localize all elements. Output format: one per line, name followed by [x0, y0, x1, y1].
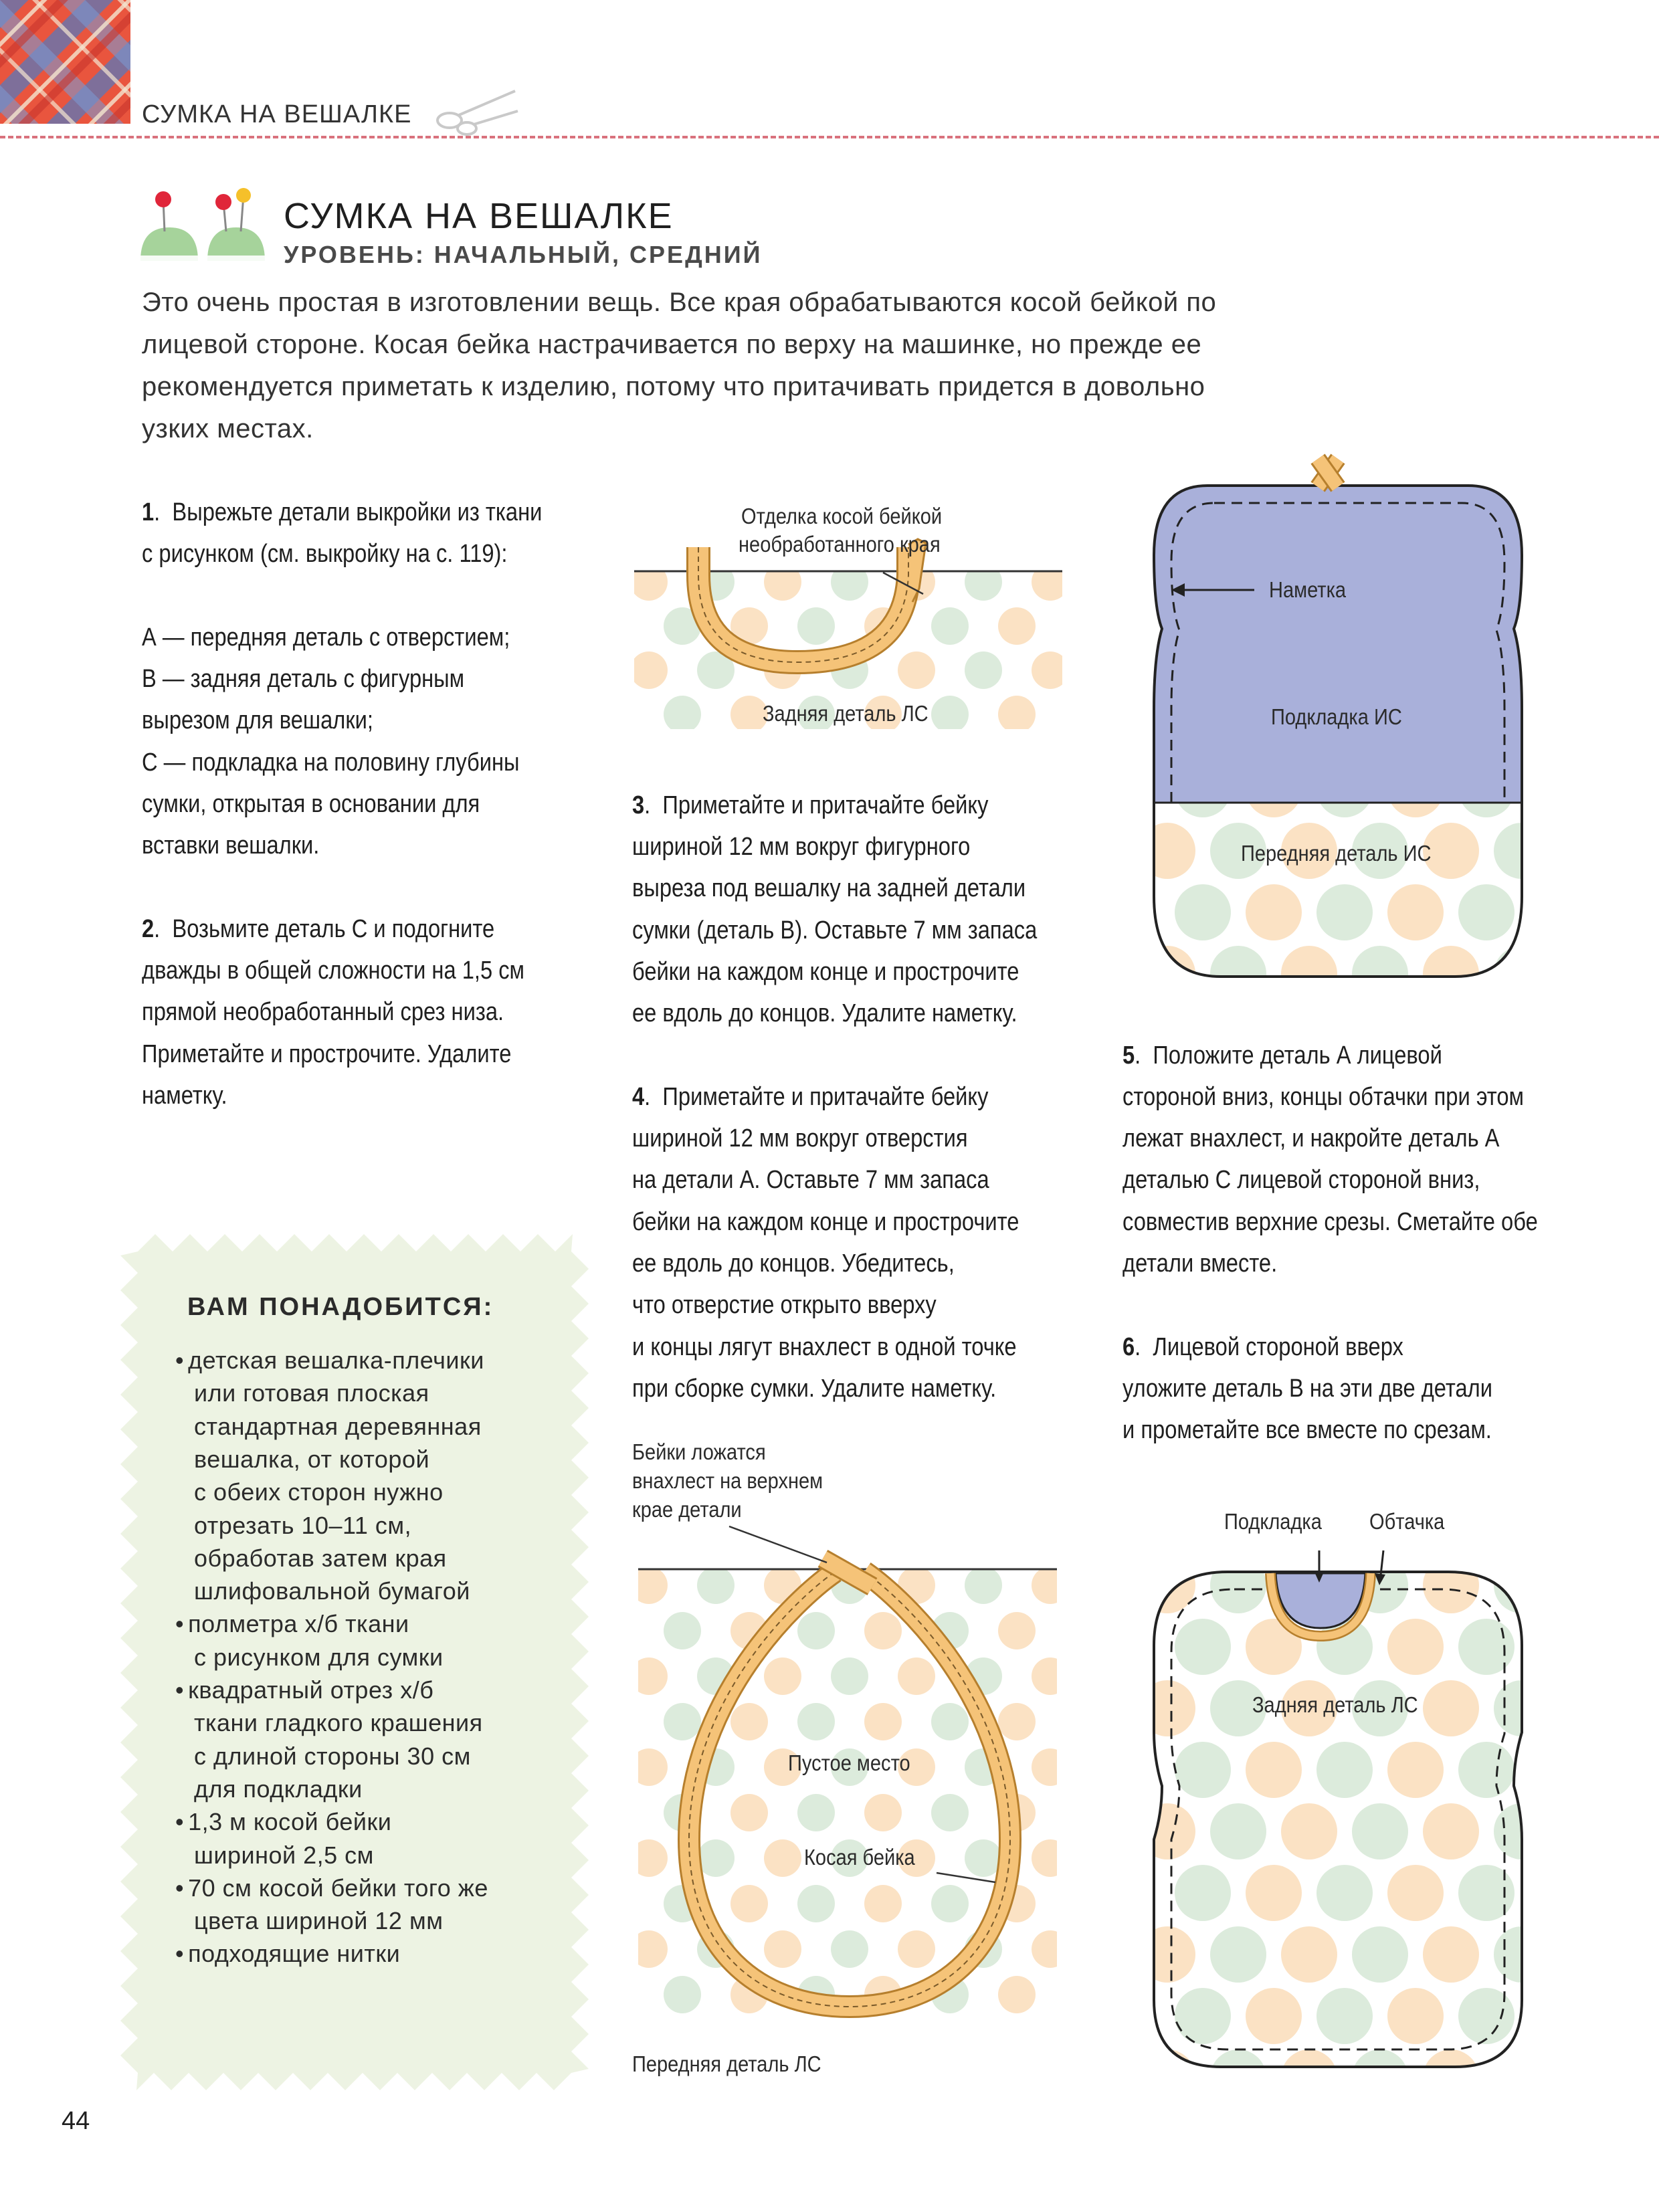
step-2-line: наметку. [142, 1082, 227, 1110]
polka-dot [697, 1567, 735, 1604]
polka-dot [797, 1703, 835, 1740]
polka-dot [965, 563, 1002, 601]
step-3-line: сумки (деталь В). Оставьте 7 мм запаса [632, 916, 1038, 944]
intro-line: рекомендуется приметать к изделию, потому что притачивать придется в довольно [142, 372, 1205, 401]
step-4-line: 4. Приметайте и притачайте бейку [632, 1083, 989, 1111]
polka-dot [1316, 1742, 1373, 1798]
fig3-label-front: Передняя деталь ИС [1241, 841, 1432, 866]
polka-dot [797, 1612, 835, 1649]
polka-dot [931, 1885, 969, 1922]
step-2-line: дважды в общей сложности на 1,5 см [142, 957, 525, 985]
polka-dot [1210, 1803, 1266, 1859]
polka-dot [1139, 1680, 1195, 1736]
fig1-label-top: необработанного края [739, 532, 941, 557]
polka-dot [864, 1794, 902, 1831]
polka-dot [898, 1930, 935, 1968]
polka-dot [1246, 884, 1302, 940]
step-4-line: на детали А. Оставьте 7 мм запаса [632, 1166, 989, 1194]
polka-dot [931, 1703, 969, 1740]
polka-dot [1352, 946, 1408, 1002]
supplies-item-line: для подкладки [194, 1775, 363, 1803]
bullet-icon: • [175, 1610, 185, 1638]
polka-dot [965, 651, 1002, 689]
polka-dot [1032, 1657, 1069, 1695]
polka-dot [1281, 1926, 1337, 1983]
step-number: 4 [632, 1083, 645, 1111]
supplies-item-line: с рисунком для сумки [194, 1643, 444, 1671]
polka-dot [730, 1794, 768, 1831]
polka-dot [630, 563, 668, 601]
polka-dot [1352, 2049, 1408, 2106]
polka-dot [1458, 1619, 1515, 1675]
polka-dot [630, 1657, 668, 1695]
polka-dot [1387, 1619, 1444, 1675]
plaid-fabric-swatch [0, 0, 130, 124]
polka-dot [931, 1794, 969, 1831]
polka-dot [1032, 1930, 1069, 1968]
polka-dot [764, 1930, 801, 1968]
polka-dot [898, 1657, 935, 1695]
intro-line: лицевой стороне. Косая бейка настрачивается по верху на машинке, но прежде ее [142, 330, 1202, 359]
supplies-item-line: стандартная деревянная [194, 1412, 482, 1440]
polka-dot [1423, 823, 1479, 879]
polka-dot [1387, 1988, 1444, 2044]
step-4-line: и концы лягут внахлест в одной точке [632, 1333, 1017, 1361]
polka-dot [1352, 1803, 1408, 1859]
polka-dot [998, 1976, 1036, 2013]
supplies-item-line: обработав затем края [194, 1544, 447, 1572]
polka-dot [664, 1612, 701, 1649]
polka-dot [630, 1748, 668, 1786]
polka-dot [1032, 1567, 1069, 1604]
supplies-item-line: вешалка, от которой [194, 1445, 430, 1473]
polka-dot [630, 1567, 668, 1604]
step-1-line: 1. Вырежьте детали выкройки из ткани [142, 498, 543, 526]
page-title: СУМКА НА ВЕШАЛКЕ [284, 196, 674, 236]
scissors-icon [428, 84, 522, 138]
polka-dot [931, 696, 969, 733]
polka-dot [965, 1839, 1002, 1877]
polka-dot [1139, 1557, 1195, 1613]
polka-dot [664, 1703, 701, 1740]
fig1-label-bottom: Задняя деталь ЛС [763, 701, 929, 726]
fig4-label-facing: Обтачка [1369, 1509, 1445, 1534]
step-4-line: что отверстие открыто вверху [632, 1291, 937, 1319]
polka-dot [831, 1657, 868, 1695]
supplies-item-line: • 70 см косой бейки того же [175, 1874, 488, 1902]
polka-dot [1316, 1865, 1373, 1921]
header-dashed-rule [0, 136, 1659, 138]
polka-dot [965, 1567, 1002, 1604]
supplies-item-line: • детская вешалка-плечики [175, 1346, 484, 1374]
polka-dot [998, 1612, 1036, 1649]
step-5-line: детали вместе. [1123, 1249, 1278, 1278]
supplies-item-line: • подходящие нитки [175, 1940, 401, 1968]
polka-dot [864, 1885, 902, 1922]
polka-dot [797, 1794, 835, 1831]
polka-dot [1032, 651, 1069, 689]
fig2-label-empty-space: Пустое место [788, 1750, 910, 1775]
step-number: 3 [632, 791, 645, 819]
polka-dot [664, 696, 701, 733]
polka-dot [1246, 1988, 1302, 2044]
step-4-line: при сборке сумки. Удалите наметку. [632, 1375, 997, 1403]
step-4-line: ее вдоль до концов. Убедитесь, [632, 1249, 955, 1278]
polka-dot [1210, 1557, 1266, 1613]
step-1-part: А — передняя деталь с отверстием; [142, 623, 510, 651]
step-2-line: прямой необработанный срез низа. [142, 998, 504, 1026]
polka-dot [931, 607, 969, 645]
polka-dot [1032, 563, 1069, 601]
polka-dot [1032, 1839, 1069, 1877]
polka-dot [1387, 1742, 1444, 1798]
supplies-item-line: с длиной стороны 30 см [194, 1742, 471, 1770]
intro-line: Это очень простая в изготовлении вещь. Все края обрабатываются косой бейкой по [142, 288, 1217, 317]
bullet-icon: • [175, 1940, 185, 1968]
polka-dot [630, 1839, 668, 1877]
step-3-line: выреза под вешалку на задней детали [632, 874, 1026, 902]
fig2-label-top: Бейки ложатся [632, 1439, 766, 1464]
fig2-label-top: внахлест на верхнем [632, 1468, 823, 1493]
supplies-item-line: отрезать 10–11 см, [194, 1511, 412, 1539]
step-1-part: С — подкладка на половину глубины [142, 748, 520, 777]
step-5-line: лежат внахлест, и накройте деталь А [1123, 1124, 1500, 1152]
step-2-line: 2. Возьмите деталь С и подогните [142, 915, 495, 943]
polka-dot [1210, 2049, 1266, 2106]
polka-dot [1175, 1619, 1231, 1675]
polka-dot [1423, 1926, 1479, 1983]
supplies-item-line: шлифовальной бумагой [194, 1577, 470, 1605]
polka-dot [998, 607, 1036, 645]
polka-dot [1281, 1803, 1337, 1859]
polka-dot [1494, 946, 1550, 1002]
polka-dot [1423, 1557, 1479, 1613]
polka-dot [1423, 1803, 1479, 1859]
polka-dot [1458, 884, 1515, 940]
fig3-label-lining: Подкладка ИС [1271, 704, 1402, 729]
polka-dot [1139, 823, 1195, 879]
step-3-line: ее вдоль до концов. Удалите наметку. [632, 999, 1017, 1027]
polka-dot [831, 1930, 868, 1968]
step-5-line: совместив верхние срезы. Сметайте обе [1123, 1208, 1538, 1236]
polka-dot [998, 1703, 1036, 1740]
step-3-line: 3. Приметайте и притачайте бейку [632, 791, 989, 819]
supplies-item-line: с обеих сторон нужно [194, 1478, 444, 1506]
polka-dot [697, 1839, 735, 1877]
polka-dot [1139, 1803, 1195, 1859]
polka-dot [1316, 1988, 1373, 2044]
polka-dot [1246, 1742, 1302, 1798]
polka-dot [1175, 1865, 1231, 1921]
step-6-line: и прометайте все вместе по срезам. [1123, 1416, 1492, 1444]
polka-dot [1210, 946, 1266, 1002]
polka-dot [1423, 1680, 1479, 1736]
intro-line: узких местах. [142, 414, 314, 443]
polka-dot [764, 1657, 801, 1695]
polka-dot [1175, 1988, 1231, 2044]
polka-dot [1281, 946, 1337, 1002]
bullet-icon: • [175, 1874, 185, 1902]
polka-dot [764, 563, 801, 601]
polka-dot [1175, 884, 1231, 940]
bullet-icon: • [175, 1676, 185, 1704]
polka-dot [831, 563, 868, 601]
polka-dot [1494, 2049, 1550, 2106]
running-head: СУМКА НА ВЕШАЛКЕ [142, 100, 412, 128]
bullet-icon: • [175, 1808, 185, 1836]
step-1-part: В — задняя деталь с фигурным [142, 665, 465, 693]
polka-dot [1281, 2049, 1337, 2106]
difficulty-level: УРОВЕНЬ: НАЧАЛЬНЫЙ, СРЕДНИЙ [284, 241, 763, 268]
polka-dot [864, 1703, 902, 1740]
polka-dot [1175, 1742, 1231, 1798]
step-3-line: бейки на каждом конце и прострочите [632, 958, 1019, 986]
step-1-part: вырезом для вешалки; [142, 706, 374, 734]
polka-dot [1316, 884, 1373, 940]
step-1-line: с рисунком (см. выкройку на с. 119): [142, 540, 508, 568]
polka-dot [1458, 1865, 1515, 1921]
polka-dot [1032, 1748, 1069, 1786]
polka-dot [797, 1885, 835, 1922]
polka-dot [1139, 2049, 1195, 2106]
polka-dot [1139, 1926, 1195, 1983]
page-number: 44 [62, 2107, 90, 2135]
fig1-label-top: Отделка косой бейкой [741, 504, 943, 528]
polka-dot [730, 1885, 768, 1922]
supplies-item-line: • полметра х/б ткани [175, 1610, 409, 1638]
step-number: 1 [142, 498, 155, 526]
step-6-line: уложите деталь В на эти две детали [1123, 1375, 1492, 1403]
step-6-line: 6. Лицевой стороной вверх [1123, 1333, 1403, 1361]
polka-dot [630, 1930, 668, 1968]
polka-dot [1423, 946, 1479, 1002]
supplies-item-line: • квадратный отрез х/б [175, 1676, 434, 1704]
polka-dot [764, 1839, 801, 1877]
fig2-label-bias-binding: Косая бейка [804, 1845, 915, 1870]
step-3-line: шириной 12 мм вокруг фигурного [632, 833, 971, 861]
fig2-label-top: крае детали [632, 1497, 742, 1522]
supplies-item-line: ткани гладкого крашения [194, 1709, 483, 1737]
step-1-part: вставки вешалки. [142, 831, 320, 860]
fig2-label-bottom: Передняя деталь ЛС [632, 2051, 821, 2076]
supplies-item-line: шириной 2,5 см [194, 1841, 374, 1869]
supplies-item-line: • 1,3 м косой бейки [175, 1808, 392, 1836]
polka-dot [1210, 1926, 1266, 1983]
polka-dot [797, 607, 835, 645]
polka-dot [864, 1612, 902, 1649]
polka-dot [1458, 1742, 1515, 1798]
fig4-label-back: Задняя деталь ЛС [1252, 1692, 1418, 1717]
step-2-line: Приметайте и прострочите. Удалите [142, 1040, 512, 1068]
bullet-icon: • [175, 1346, 185, 1374]
supplies-heading: ВАМ ПОНАДОБИТСЯ: [187, 1293, 494, 1321]
polka-dot [1352, 1926, 1408, 1983]
fig3-label-basting: Наметка [1269, 577, 1347, 602]
polka-dot [1387, 1865, 1444, 1921]
supplies-item-line: или готовая плоская [194, 1379, 429, 1407]
step-number: 5 [1123, 1041, 1135, 1070]
polka-dot [1423, 2049, 1479, 2106]
polka-dot [1458, 1988, 1515, 2044]
polka-dot [664, 1976, 701, 2013]
polka-dot [1387, 884, 1444, 940]
polka-dot [730, 1703, 768, 1740]
polka-dot [1494, 1557, 1550, 1613]
polka-dot [898, 651, 935, 689]
figure-front-piece-opening [629, 1552, 1070, 2033]
polka-dot [998, 696, 1036, 733]
step-4-line: шириной 12 мм вокруг отверстия [632, 1124, 968, 1152]
supplies-item-line: цвета шириной 12 мм [194, 1907, 444, 1935]
polka-dot [630, 651, 668, 689]
step-number: 2 [142, 915, 155, 943]
figure-back-piece-assembly [1147, 1559, 1529, 2080]
step-5-line: стороной вниз, концы обтачки при этом [1123, 1083, 1525, 1111]
step-4-line: бейки на каждом конце и прострочите [632, 1208, 1019, 1236]
step-5-line: деталью С лицевой стороной вниз, [1123, 1166, 1480, 1194]
polka-dot [1246, 1865, 1302, 1921]
step-1-part: сумки, открытая в основании для [142, 790, 480, 818]
pincushion-level-icon [139, 187, 273, 268]
fig4-label-lining: Подкладка [1224, 1509, 1322, 1534]
step-5-line: 5. Положите деталь А лицевой [1123, 1041, 1442, 1070]
step-number: 6 [1123, 1333, 1135, 1361]
